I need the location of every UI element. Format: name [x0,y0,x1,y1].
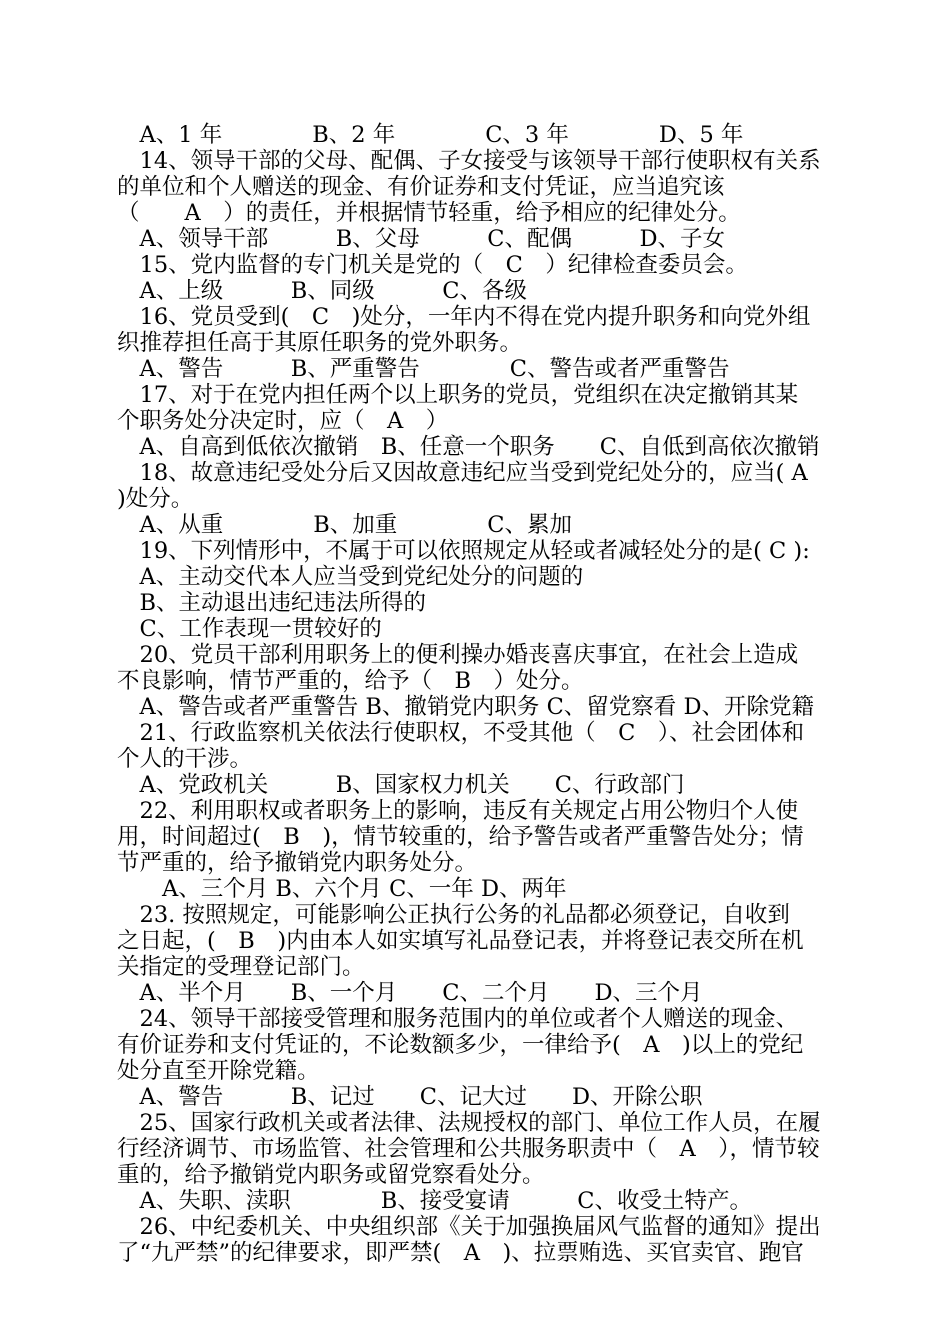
text-line: 20、党员干部利用职务上的便利操办婚丧喜庆事宜，在社会上造成 [117,642,799,668]
text-line: 17、对于在党内担任两个以上职务的党员，党组织在决定撤销其某 [117,382,799,408]
text-line: A、自高到低依次撤销 B、任意一个职务 C、自低到高依次撤销 [117,434,820,460]
text-line: 有价证券和支付凭证的，不论数额多少，一律给予( A )以上的党纪 [117,1032,804,1058]
text-line: A、失职、渎职 B、接受宴请 C、收受土特产。 [117,1188,752,1214]
text-line: 23. 按照规定，可能影响公正执行公务的礼品都必须登记，自收到 [117,902,790,928]
text-line: 重的，给予撤销党内职务或留党察看处分。 [117,1162,545,1188]
text-line: 用，时间超过( B )，情节较重的，给予警告或者严重警告处分；情 [117,824,804,850]
text-line: 处分直至开除党籍。 [117,1058,320,1084]
text-line: 22、利用职权或者职务上的影响，违反有关规定占用公物归个人使 [117,798,799,824]
text-line: 行经济调节、市场监管、社会管理和公共服务职责中（ A ），情节较 [117,1136,820,1162]
text-line: 18、故意违纪受处分后又因故意违纪应当受到党纪处分的，应当( A [117,460,808,486]
text-line: 15、党内监督的专门机关是党的（ C ）纪律检查委员会。 [117,252,748,278]
text-line: )处分。 [117,486,194,512]
text-line: A、三个月 B、六个月 C、一年 D、两年 [117,876,567,902]
text-line: 14、领导干部的父母、配偶、子女接受与该领导干部行使职权有关系 [117,148,821,174]
text-line: 25、国家行政机关或者法律、法规授权的部门、单位工作人员，在履 [117,1110,821,1136]
text-line: 的单位和个人赠送的现金、有价证券和支付凭证，应当追究该 [117,174,725,200]
text-line: 个人的干涉。 [117,746,253,772]
text-line: 个职务处分决定时，应（ A ） [117,408,449,434]
text-line: 26、中纪委机关、中央组织部《关于加强换届风气监督的通知》提出 [117,1214,821,1240]
text-line: 19、下列情形中，不属于可以依照规定从轻或者减轻处分的是( C ): [117,538,810,564]
text-line: A、主动交代本人应当受到党纪处分的问题的 [117,564,584,590]
text-line: 之日起，( B )内由本人如实填写礼品登记表，并将登记表交所在机 [117,928,804,954]
text-line: 21、行政监察机关依法行使职权，不受其他（ C ）、社会团体和 [117,720,805,746]
text-line: 24、领导干部接受管理和服务范围内的单位或者个人赠送的现金、 [117,1006,799,1032]
text-line: A、上级 B、同级 C、各级 [117,278,527,304]
text-line: 了“九严禁”的纪律要求，即严禁( A )、拉票贿选、买官卖官、跑官 [117,1240,804,1266]
text-line: A、党政机关 B、国家权力机关 C、行政部门 [117,772,685,798]
text-line: A、1 年 B、2 年 C、3 年 D、5 年 [117,122,744,148]
text-line: 关指定的受理登记部门。 [117,954,365,980]
text-line: B、主动退出违纪违法所得的 [117,590,427,616]
text-line: 16、党员受到( C )处分，一年内不得在党内提升职务和向党外组 [117,304,811,330]
text-line: A、警告或者严重警告 B、撤销党内职务 C、留党察看 D、开除党籍 [117,694,814,720]
text-line: A、半个月 B、一个月 C、二个月 D、三个月 [117,980,703,1006]
text-line: 织推荐担任高于其原任职务的党外职务。 [117,330,523,356]
text-line: 节严重的，给予撤销党内职务处分。 [117,850,478,876]
text-line: A、警告 B、记过 C、记大过 D、开除公职 [117,1084,703,1110]
text-line: （ A ）的责任，并根据情节轻重，给予相应的纪律处分。 [117,200,741,226]
text-line: A、从重 B、加重 C、累加 [117,512,572,538]
text-line: A、警告 B、严重警告 C、警告或者严重警告 [117,356,730,382]
text-line: 不良影响，情节严重的，给予（ B ）处分。 [117,668,584,694]
text-line: A、领导干部 B、父母 C、配偶 D、子女 [117,226,726,252]
text-line: C、工作表现一贯较好的 [117,616,382,642]
